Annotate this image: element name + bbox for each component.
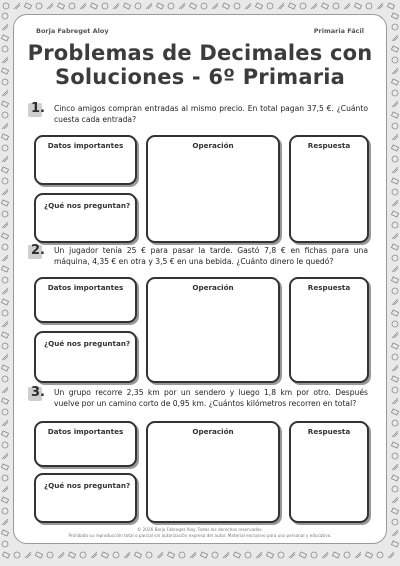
que-nos-preguntan-box[interactable] xyxy=(34,193,137,243)
que-nos-preguntan-box[interactable] xyxy=(34,331,137,383)
operacion-box[interactable] xyxy=(146,421,280,523)
problem-statement: Un grupo recorre 2,35 km por un sendero y luego 1,8 km por otro. Después vuelve por un camino corto de 0,95 km. ¿Cuántos kilómetros recorren en total? xyxy=(54,388,368,408)
page-title xyxy=(14,41,386,89)
datos-importantes-box[interactable] xyxy=(34,421,137,467)
respuesta-box[interactable] xyxy=(289,135,369,243)
box-label: ¿Qué nos preguntan? xyxy=(44,201,131,210)
title-line-1: Problemas de Decimales con xyxy=(27,41,373,65)
box-label: Datos importantes xyxy=(47,427,124,436)
box-label: Respuesta xyxy=(307,427,351,436)
footer-line-1: © 2026 Borja Fabreget Aloy. Todos los derechos reservados. xyxy=(137,527,263,532)
datos-importantes-box[interactable] xyxy=(34,135,137,185)
box-label: Operación xyxy=(192,283,234,292)
box-label: Operación xyxy=(192,141,234,150)
box-label: Datos importantes xyxy=(47,141,124,150)
respuesta-box[interactable] xyxy=(289,277,369,383)
problem-statement: Un jugador tenía 25 € para pasar la tarde. Gastó 7,8 € en fichas para una máquina, 4,35 € en otra y 3,5 € en una bebida. ¿Cuánto dinero le quedó? xyxy=(54,246,368,266)
problem-number-badge: 1. xyxy=(30,101,46,115)
box-label: ¿Qué nos preguntan? xyxy=(44,481,131,490)
problem-number-badge: 3. xyxy=(30,385,46,399)
datos-importantes-box[interactable] xyxy=(34,277,137,323)
box-label: Datos importantes xyxy=(47,283,124,292)
problem-number-badge: 2. xyxy=(30,243,46,257)
title-line-2: Soluciones - 6º Primaria xyxy=(54,65,346,89)
brand-name: Primaria Fácil xyxy=(313,27,364,35)
box-label: ¿Qué nos preguntan? xyxy=(44,339,131,348)
copyright-footer xyxy=(14,527,386,539)
operacion-box[interactable] xyxy=(146,277,280,383)
worksheet-page xyxy=(13,14,387,544)
operacion-box[interactable] xyxy=(146,135,280,243)
respuesta-box[interactable] xyxy=(289,421,369,523)
footer-line-2: Prohibida su reproducción total o parcial sin autorización expresa del autor. Material exclusivo para uso personal y educativo. xyxy=(68,533,332,538)
que-nos-preguntan-box[interactable] xyxy=(34,473,137,523)
box-label: Respuesta xyxy=(307,283,351,292)
author-name: Borja Fabreget Aloy xyxy=(36,27,109,35)
problem-statement: Cinco amigos compran entradas al mismo precio. En total pagan 37,5 €. ¿Cuánto cuesta cada entrada? xyxy=(54,104,368,124)
box-label: Respuesta xyxy=(307,141,351,150)
box-label: Operación xyxy=(192,427,234,436)
